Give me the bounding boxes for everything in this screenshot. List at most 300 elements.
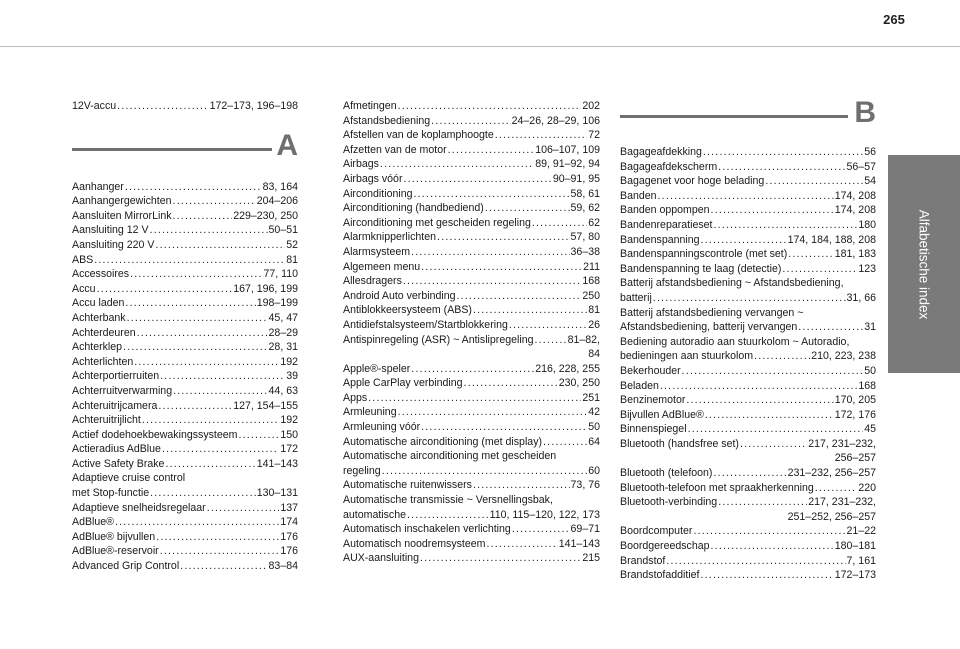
side-tab — [888, 155, 960, 373]
leader-dots — [693, 524, 845, 539]
leader-dots — [437, 230, 569, 245]
leader-dots — [403, 172, 551, 187]
page-refs: 204–206 — [256, 195, 298, 208]
leader-dots — [142, 413, 279, 428]
index-term: Armleuning — [343, 406, 397, 419]
index-term: Bandenspanning — [620, 233, 700, 246]
page-refs: 137 — [280, 501, 298, 514]
index-entry — [620, 262, 876, 277]
leader-dots — [703, 145, 863, 160]
leader-dots — [686, 393, 833, 408]
leader-dots — [382, 464, 588, 479]
index-entry — [72, 428, 298, 443]
index-list-top — [72, 99, 298, 114]
index-term: Antidiefstalsysteem/Startblokkering — [343, 318, 508, 331]
page-refs: 28–29 — [268, 326, 298, 339]
page-refs: 211 — [583, 260, 600, 273]
index-term: Afmetingen — [343, 100, 397, 112]
index-term: Actieradius AdBlue — [72, 443, 161, 456]
leader-dots — [718, 495, 807, 510]
index-term: regeling — [343, 464, 381, 477]
index-entry — [343, 245, 600, 260]
leader-dots — [368, 391, 581, 406]
index-column-3 — [620, 96, 876, 583]
index-entry — [620, 568, 876, 583]
page-refs: 150 — [280, 428, 298, 441]
page-refs: 57, 80 — [570, 231, 600, 244]
page-refs: 62 — [588, 216, 600, 229]
leader-dots — [158, 399, 232, 414]
index-term: Aansluiting 220 V — [72, 238, 155, 251]
leader-dots — [473, 303, 587, 318]
index-entry — [620, 379, 876, 394]
index-entry — [72, 515, 298, 530]
page-refs: 106–107, 109 — [535, 143, 600, 156]
leader-dots — [380, 157, 534, 172]
index-entry — [343, 114, 600, 129]
index-entry — [620, 437, 876, 466]
leader-dots — [713, 466, 786, 481]
index-entry — [343, 157, 600, 172]
leader-dots — [782, 262, 857, 277]
leader-dots — [134, 355, 279, 370]
index-entry — [343, 333, 600, 362]
leader-dots — [653, 291, 846, 306]
index-list-a-continued — [343, 99, 600, 566]
index-entry — [72, 544, 298, 559]
index-term: Beladen — [620, 379, 659, 392]
page-refs: 42 — [588, 406, 600, 419]
index-term: Advanced Grip Control — [72, 560, 180, 573]
index-term: Adaptieve snelheidsregelaar — [72, 501, 206, 514]
page-refs: 202 — [582, 100, 600, 112]
index-entry — [343, 537, 600, 552]
leader-dots — [137, 326, 268, 341]
page-refs: 174, 184, 188, 208 — [787, 233, 876, 246]
index-term: Bagagenet voor hoge belading — [620, 175, 765, 188]
page-refs: 45, 47 — [268, 311, 298, 324]
index-entry — [72, 209, 298, 224]
index-entry — [620, 393, 876, 408]
index-term: Airconditioning — [343, 187, 413, 200]
index-entry — [620, 408, 876, 423]
page-refs: 192 — [280, 355, 298, 368]
page-refs: 168 — [858, 379, 876, 392]
page-refs: 64 — [588, 435, 600, 448]
index-entry — [343, 420, 600, 435]
leader-dots — [155, 238, 285, 253]
index-term: Bluetooth (telefoon) — [620, 467, 713, 480]
index-term: batterij — [620, 291, 652, 304]
index-entry — [72, 369, 298, 384]
leader-dots — [666, 554, 845, 569]
index-entry — [620, 189, 876, 204]
index-list-b — [620, 145, 876, 583]
index-entry — [72, 399, 298, 414]
section-rule — [72, 148, 272, 151]
index-term: Antispinregeling (ASR) ~ Antislipregeling — [343, 333, 534, 346]
page-refs: 110, 115–120, 122, 173 — [489, 508, 600, 521]
leader-dots — [156, 530, 279, 545]
index-entry-heading: Batterij afstandsbediening vervangen ~ — [620, 306, 804, 319]
index-term: Actief dodehoekbewakingssysteem — [72, 428, 238, 441]
index-entry — [72, 326, 298, 341]
index-term: Armleuning vóór — [343, 421, 421, 434]
index-entry — [620, 524, 876, 539]
index-term: Bandenspanningscontrole (met set) — [620, 248, 788, 261]
page-refs: 250 — [582, 289, 600, 302]
index-entry — [620, 364, 876, 379]
leader-dots — [207, 501, 280, 516]
page-refs: 72 — [588, 129, 600, 142]
page-refs: 90–91, 95 — [552, 172, 600, 185]
index-term: Bagageafdekscherm — [620, 160, 718, 173]
leader-dots — [165, 457, 255, 472]
index-entry — [72, 384, 298, 399]
index-entry — [343, 230, 600, 245]
page-refs: 73, 76 — [570, 479, 600, 492]
page-refs: 217, 231–232, — [808, 496, 876, 509]
page-refs: 21–22 — [846, 525, 876, 538]
page-refs: 89, 91–92, 94 — [535, 158, 600, 171]
page-refs: 7, 161 — [846, 554, 876, 567]
index-entry — [343, 303, 600, 318]
page-refs: 172–173 — [834, 569, 876, 582]
index-term: Afzetten van de motor — [343, 143, 447, 156]
index-entry — [343, 435, 600, 450]
index-term: Apple CarPlay verbinding — [343, 377, 463, 390]
page-refs: 56–57 — [846, 160, 876, 173]
leader-dots — [117, 99, 208, 114]
page-refs: 24–26, 28–29, 106 — [511, 114, 600, 127]
page-refs: 77, 110 — [263, 268, 298, 281]
page-refs: 31 — [864, 321, 876, 334]
index-term: Automatisch inschakelen verlichting — [343, 523, 511, 536]
index-term: Achterportierruiten — [72, 370, 160, 383]
index-term: Bagageafdekking — [620, 146, 702, 158]
index-entry-heading: Automatische airconditioning met gescheiden — [343, 450, 557, 463]
page-refs: 251 — [582, 391, 600, 404]
index-term: Bandenreparatieset — [620, 218, 713, 231]
leader-dots — [535, 333, 567, 348]
page-refs: 180–181 — [834, 540, 876, 553]
leader-dots — [682, 364, 864, 379]
page-refs: 52 — [286, 238, 298, 251]
index-entry — [620, 145, 876, 160]
index-term: Achteruitrijcamera — [72, 399, 158, 412]
index-entry — [72, 501, 298, 516]
index-entry — [72, 559, 298, 574]
index-term: Afstellen van de koplamphoogte — [343, 129, 494, 142]
page-refs: 231–232, 256–257 — [787, 467, 876, 480]
leader-dots — [512, 522, 570, 537]
leader-dots — [718, 160, 845, 175]
page-refs: 172 — [280, 443, 298, 456]
page-refs: 174 — [280, 516, 298, 529]
index-entry — [620, 422, 876, 437]
index-entry — [72, 180, 298, 195]
page-refs: 217, 231–232, — [808, 437, 876, 450]
index-entry — [343, 493, 600, 522]
page-refs-continued: 84 — [588, 348, 600, 361]
leader-dots — [464, 376, 558, 391]
index-entry — [72, 413, 298, 428]
leader-dots — [713, 218, 857, 233]
page-refs: 127, 154–155 — [233, 399, 298, 412]
index-entry — [620, 481, 876, 496]
section-letter-b: B — [854, 96, 876, 129]
index-entry — [620, 539, 876, 554]
leader-dots — [711, 539, 834, 554]
page-refs: 220 — [858, 481, 876, 494]
page-refs: 81 — [286, 253, 298, 266]
index-entry — [620, 335, 876, 364]
page-refs: 31, 66 — [846, 291, 876, 304]
page-refs: 56 — [864, 146, 876, 158]
page-refs: 174, 208 — [834, 204, 876, 217]
page-refs: 81 — [588, 304, 600, 317]
index-term: Achteruitrijlicht — [72, 414, 141, 427]
index-entry — [72, 296, 298, 311]
index-term: Automatische airconditioning (met display) — [343, 435, 543, 448]
page-refs: 45 — [864, 423, 876, 436]
index-term: AdBlue®-reservoir — [72, 545, 159, 558]
index-entry-heading: Automatische transmissie ~ Versnellingsbak, — [343, 494, 553, 507]
index-entry — [343, 172, 600, 187]
index-term: Airbags — [343, 158, 379, 171]
index-term: Bluetooth-verbinding — [620, 496, 718, 509]
index-term: Alarmsysteem — [343, 245, 411, 258]
index-entry — [620, 203, 876, 218]
leader-dots — [407, 508, 489, 523]
index-term: Brandstofadditief — [620, 569, 700, 582]
index-entry — [343, 376, 600, 391]
section-header-a — [72, 128, 298, 172]
leader-dots — [173, 384, 267, 399]
index-entry — [72, 282, 298, 297]
section-rule — [620, 115, 848, 118]
page-refs: 83–84 — [268, 560, 298, 573]
page-refs: 172–173, 196–198 — [209, 100, 298, 112]
leader-dots — [754, 349, 810, 364]
index-term: Airconditioning (handbediend) — [343, 202, 484, 215]
index-term: Bluetooth (handsfree set) — [620, 437, 739, 450]
index-term: ABS — [72, 253, 94, 266]
index-term: Banden oppompen — [620, 204, 710, 217]
page-refs: 28, 31 — [268, 341, 298, 354]
leader-dots — [160, 369, 285, 384]
leader-dots — [421, 420, 587, 435]
leader-dots — [94, 253, 285, 268]
index-entry — [620, 218, 876, 233]
index-term: Alarmknipperlichten — [343, 231, 437, 244]
leader-dots — [180, 559, 267, 574]
page-refs: 176 — [280, 530, 298, 543]
index-term: Boordcomputer — [620, 525, 693, 538]
index-term: Achterlichten — [72, 355, 134, 368]
page-refs: 141–143 — [558, 537, 600, 550]
leader-dots — [162, 442, 279, 457]
leader-dots — [97, 282, 233, 297]
index-entry — [72, 267, 298, 282]
index-term: Achterbank — [72, 311, 126, 324]
leader-dots — [509, 318, 587, 333]
leader-dots — [160, 544, 280, 559]
index-entry — [343, 187, 600, 202]
leader-dots — [403, 274, 581, 289]
index-entry — [343, 362, 600, 377]
index-term: Aansluiten MirrorLink — [72, 209, 172, 222]
page-refs: 81–82, — [567, 333, 600, 346]
index-term: Accu laden — [72, 297, 125, 310]
index-entry — [343, 551, 600, 566]
index-entry — [343, 318, 600, 333]
leader-dots — [485, 201, 570, 216]
index-term: Bekerhouder — [620, 364, 681, 377]
index-term: Aanhanger — [72, 180, 124, 193]
index-term: AdBlue® bijvullen — [72, 530, 156, 543]
page-refs: 176 — [280, 545, 298, 558]
index-entry — [72, 340, 298, 355]
page-refs: 215 — [582, 552, 600, 565]
index-entry — [343, 201, 600, 216]
leader-dots — [173, 209, 233, 224]
page-refs: 174, 208 — [834, 189, 876, 202]
page-refs: 130–131 — [256, 487, 298, 500]
index-term: Benzinemotor — [620, 394, 686, 407]
index-term: Accessoires — [72, 268, 130, 281]
page-refs: 198–199 — [256, 297, 298, 310]
index-entry — [343, 128, 600, 143]
index-entry — [620, 233, 876, 248]
leader-dots — [495, 128, 587, 143]
index-term: Antiblokkeersysteem (ABS) — [343, 304, 472, 317]
index-term: Allesdragers — [343, 275, 402, 288]
leader-dots — [705, 408, 834, 423]
index-term: automatische — [343, 508, 407, 521]
index-entry — [343, 216, 600, 231]
page-refs: 26 — [588, 318, 600, 331]
index-entry — [72, 457, 298, 472]
page-refs: 54 — [864, 175, 876, 188]
leader-dots — [411, 362, 534, 377]
index-term: Algemeen menu — [343, 260, 421, 273]
index-entry — [343, 522, 600, 537]
index-term: met Stop-functie — [72, 487, 150, 500]
leader-dots — [532, 216, 587, 231]
index-entry — [72, 194, 298, 209]
index-term: AUX-aansluiting — [343, 552, 419, 565]
page-refs: 180 — [858, 218, 876, 231]
leader-dots — [398, 99, 582, 114]
index-entry — [620, 554, 876, 569]
index-entry — [72, 311, 298, 326]
index-term: Binnenspiegel — [620, 423, 687, 436]
index-column-1 — [72, 99, 298, 574]
page-refs-continued: 256–257 — [834, 452, 876, 465]
page-refs: 83, 164 — [262, 180, 298, 193]
index-term: Active Safety Brake — [72, 457, 165, 470]
page-refs: 210, 223, 238 — [811, 350, 876, 363]
index-term: Automatisch noodremsysteem — [343, 537, 486, 550]
leader-dots — [660, 379, 857, 394]
leader-dots — [125, 180, 262, 195]
page-refs: 216, 228, 255 — [535, 362, 600, 375]
index-term: bedieningen aan stuurkolom — [620, 350, 754, 363]
side-tab-label: Alfabetische index — [916, 209, 932, 319]
leader-dots — [798, 320, 863, 335]
index-term: Afstandsbediening, batterij vervangen — [620, 321, 798, 334]
page-refs: 141–143 — [256, 457, 298, 470]
page-refs: 192 — [280, 414, 298, 427]
page-refs: 168 — [582, 275, 600, 288]
page-refs: 58, 61 — [570, 187, 600, 200]
leader-dots — [473, 478, 570, 493]
leader-dots — [125, 296, 255, 311]
index-term: Airbags vóór — [343, 172, 403, 185]
index-list-a — [72, 180, 298, 574]
index-entry — [72, 442, 298, 457]
leader-dots — [658, 189, 834, 204]
page-refs: 229–230, 250 — [233, 209, 298, 222]
page-refs: 39 — [286, 370, 298, 383]
page-refs: 50–51 — [268, 224, 298, 237]
leader-dots — [448, 143, 535, 158]
index-entry-heading: Adaptieve cruise control — [72, 472, 186, 485]
page-refs: 36–38 — [570, 245, 600, 258]
index-term: Banden — [620, 189, 657, 202]
index-entry — [72, 471, 298, 500]
leader-dots — [115, 515, 279, 530]
page-refs: 181, 183 — [834, 248, 876, 261]
page-refs: 60 — [588, 464, 600, 477]
index-entry — [343, 99, 600, 114]
leader-dots — [173, 194, 256, 209]
index-term: Airconditioning met gescheiden regeling — [343, 216, 531, 229]
leader-dots — [431, 114, 510, 129]
leader-dots — [740, 437, 807, 452]
index-entry — [620, 276, 876, 305]
index-term: 12V-accu — [72, 100, 117, 112]
index-column-2 — [343, 99, 600, 566]
leader-dots — [711, 203, 834, 218]
index-entry — [620, 247, 876, 262]
leader-dots — [411, 245, 569, 260]
index-entry — [72, 99, 298, 114]
page-refs: 230, 250 — [558, 377, 600, 390]
index-term: Afstandsbediening — [343, 114, 431, 127]
index-entry — [72, 253, 298, 268]
section-header-b — [620, 95, 876, 139]
index-entry — [620, 306, 876, 335]
index-term: Bandenspanning te laag (detectie) — [620, 262, 782, 275]
leader-dots — [127, 311, 268, 326]
index-term: Android Auto verbinding — [343, 289, 456, 302]
page-refs: 59, 62 — [570, 202, 600, 215]
index-entry — [343, 274, 600, 289]
page-number: 265 — [883, 12, 905, 27]
index-term: Brandstof — [620, 554, 666, 567]
index-entry-heading: Bediening autoradio aan stuurkolom ~ Autoradio, — [620, 335, 850, 348]
index-term: Achterklep — [72, 341, 123, 354]
leader-dots — [238, 428, 279, 443]
leader-dots — [150, 223, 268, 238]
leader-dots — [150, 486, 256, 501]
index-entry — [72, 238, 298, 253]
leader-dots — [457, 289, 582, 304]
leader-dots — [688, 422, 864, 437]
leader-dots — [487, 537, 558, 552]
